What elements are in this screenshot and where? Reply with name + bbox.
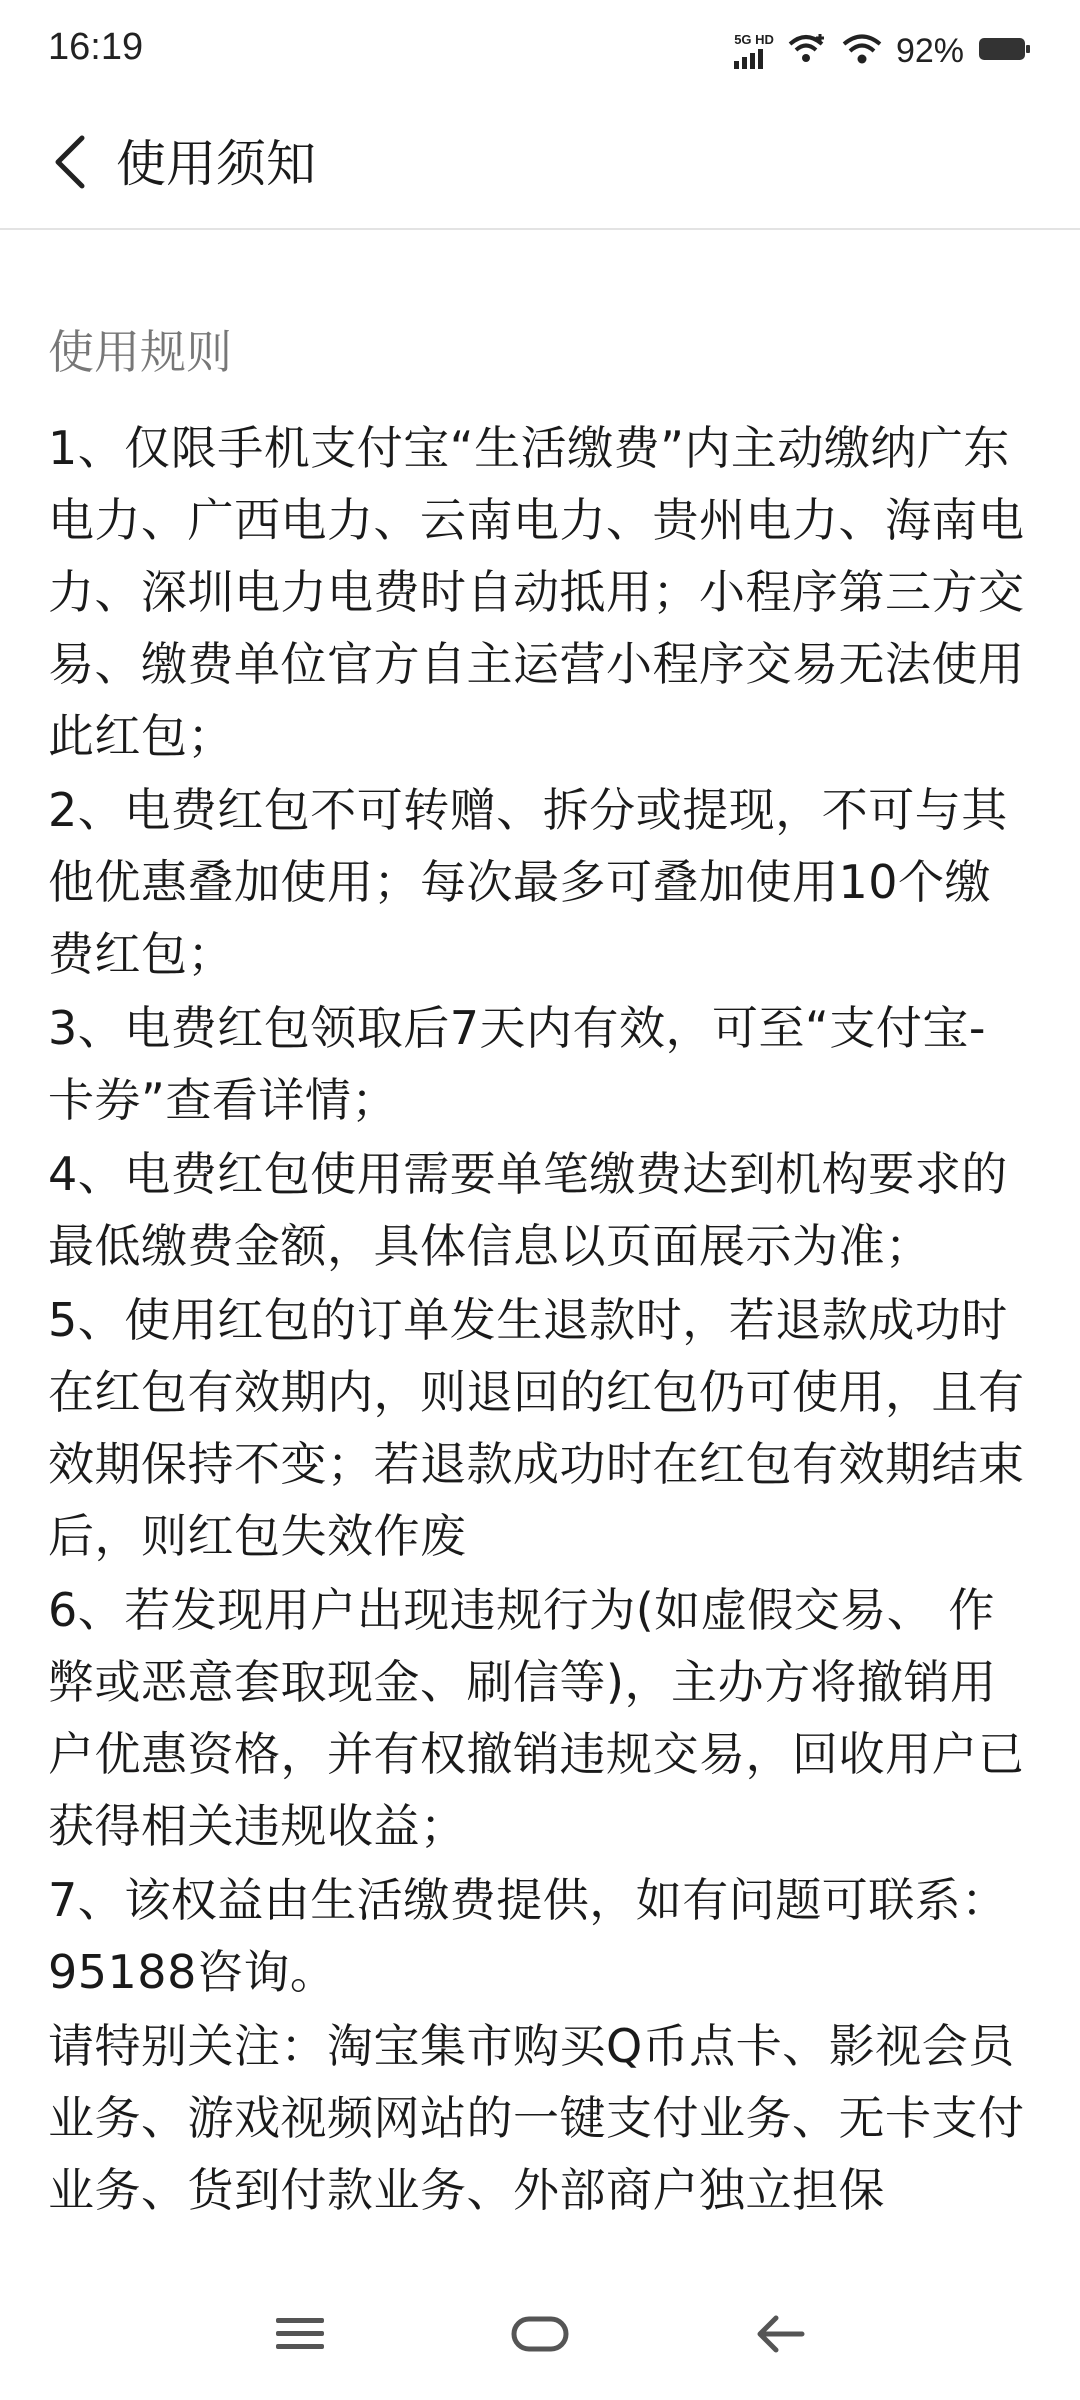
system-nav-bar — [0, 2272, 1080, 2400]
chevron-left-icon — [50, 132, 90, 196]
signal-icon — [734, 33, 774, 69]
header-bar — [0, 100, 1080, 230]
battery-percent: 92% — [895, 31, 964, 70]
rule-item-3: 3、电费红包领取后7天内有效，可至“支付宝-卡券”查看详情； — [48, 1001, 986, 1127]
rule-item-5: 5、使用红包的订单发生退款时，若退款成功时在红包有效期内，则退回的红包仍可使用，且有效期保持不变；若退款成功时在红包有效期结束后，则红包失效作废 — [48, 1293, 1025, 1563]
status-icons — [734, 28, 1032, 74]
back-button[interactable] — [28, 122, 112, 206]
page-title: 使用须知 — [116, 135, 316, 193]
nav-home-button[interactable] — [500, 2302, 580, 2370]
notice-content[interactable] — [48, 228, 1032, 2272]
wifi-icon — [842, 32, 882, 70]
status-time: 16:19 — [48, 26, 144, 68]
rule-item-2: 2、电费红包不可转赠、拆分或提现，不可与其他优惠叠加使用；每次最多可叠加使用10个缴费红包； — [48, 783, 1008, 981]
wifi-plus-icon — [788, 32, 828, 70]
network-type-label: 5G HD — [734, 32, 774, 47]
section-title: 使用规则 — [48, 325, 232, 379]
rule-item-1: 1、仅限手机支付宝“生活缴费”内主动缴纳广东电力、广西电力、云南电力、贵州电力、海南电力、深圳电力电费时自动抵用；小程序第三方交易、缴费单位官方自主运营小程序交易无法使用此红包； — [48, 421, 1025, 763]
rule-item-6: 6、若发现用户出现违规行为(如虚假交易、 作弊或恶意套取现金、刷信等)，主办方将撤销用户优惠资格，并有权撤销违规交易，回收用户已获得相关违规收益； — [48, 1583, 1025, 1853]
menu-icon — [274, 2314, 326, 2358]
status-bar — [0, 0, 1080, 100]
battery-icon — [978, 35, 1032, 67]
special-notice: 请特别关注：淘宝集市购买Q币点卡、影视会员业务、游戏视频网站的一键支付业务、无卡支付业务、货到付款业务、外部商户独立担保 — [48, 2019, 1025, 2217]
back-arrow-icon — [754, 2312, 806, 2360]
nav-menu-button[interactable] — [260, 2302, 340, 2370]
home-icon — [510, 2314, 570, 2358]
rule-item-4: 4、电费红包使用需要单笔缴费达到机构要求的最低缴费金额，具体信息以页面展示为准； — [48, 1147, 1008, 1273]
nav-back-button[interactable] — [740, 2302, 820, 2370]
rule-item-7: 7、该权益由生活缴费提供，如有问题可联系：95188咨询。 — [48, 1873, 1008, 1999]
